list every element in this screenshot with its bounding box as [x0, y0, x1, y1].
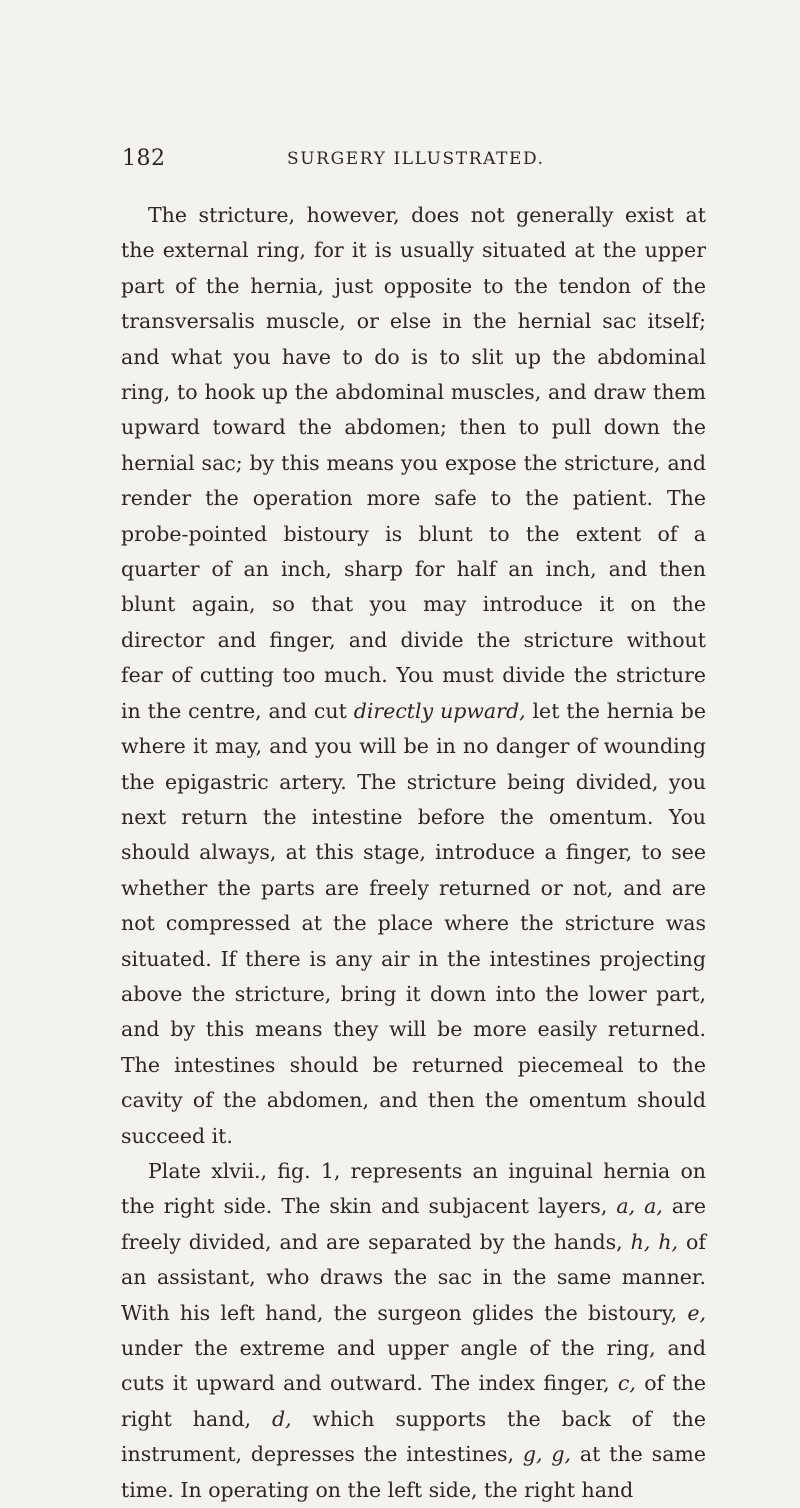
- paragraph-2-text: of an assistant, who draws the sac in the same manner. With his left hand, the surgeon glides the bistoury,: [121, 1229, 706, 1325]
- paragraph-2-text: at the same time. In operating on the left side, the right hand: [121, 1442, 706, 1502]
- paragraph-2-text: of the right hand,: [121, 1371, 706, 1431]
- paragraph-2: [121, 1154, 706, 1508]
- figure-label-e: e,: [687, 1300, 706, 1325]
- figure-label-c: c,: [617, 1371, 636, 1396]
- figure-label-d: d,: [271, 1406, 292, 1431]
- running-title: SURGERY ILLUSTRATED.: [287, 149, 545, 169]
- paragraph-2-text: are freely divided, and are separated by the hands,: [121, 1194, 706, 1254]
- paragraph-1: [121, 198, 706, 1154]
- paragraph-1-text-b: let the hernia be where it may, and you will be in no danger of wounding the epigastric artery. The stricture being divided, you next return the intestine before the omentum. You should always, at this stage, introduce a finger, to see whether the parts are freely returned or not, and are not compressed at the place where the stricture was situated. If there is any air in the intestines projecting above the stricture, bring it down into the lower part, and by this means they will be more easily returned. The intestines should be returned piecemeal to the cavity of the abdomen, and then the omentum should succeed it.: [121, 698, 707, 1148]
- page-header: [122, 146, 707, 180]
- figure-label-h: h, h,: [630, 1229, 679, 1254]
- paragraph-2-text: Plate xlvii., fig. 1, represents an inguinal hernia on the right side. The skin and subjacent layers,: [121, 1158, 706, 1219]
- figure-label-g: g, g,: [522, 1442, 572, 1467]
- paragraph-2-text: which supports the back of the instrument, depresses the intestines,: [121, 1406, 706, 1467]
- figure-label-a: a, a,: [616, 1194, 663, 1219]
- body-text: [121, 198, 706, 1508]
- page-number: 182: [122, 146, 166, 171]
- paragraph-2-text: under the extreme and upper angle of the ring, and cuts it upward and outward. The index finger,: [121, 1336, 706, 1396]
- paragraph-1-text-a: The stricture, however, does not generally exist at the external ring, for it is usually situated at the upper part of the hernia, just opposite to the tendon of the transversalis muscle, or else in the hernial sac itself; and what you have to do is to slit up the abdominal ring, to hook up the abdominal muscles, and draw them upward toward the abdomen; then to pull down the hernial sac; by this means you expose the stricture, and render the operation more safe to the patient. The probe-pointed bistoury is blunt to the extent of a quarter of an inch, sharp for half an inch, and then blunt again, so that you may introduce it on the director and finger, and divide the stricture without fear of cutting too much. You must divide the stricture in the centre, and cut: [121, 203, 706, 723]
- emphasis-directly-upward: directly upward,: [353, 698, 526, 723]
